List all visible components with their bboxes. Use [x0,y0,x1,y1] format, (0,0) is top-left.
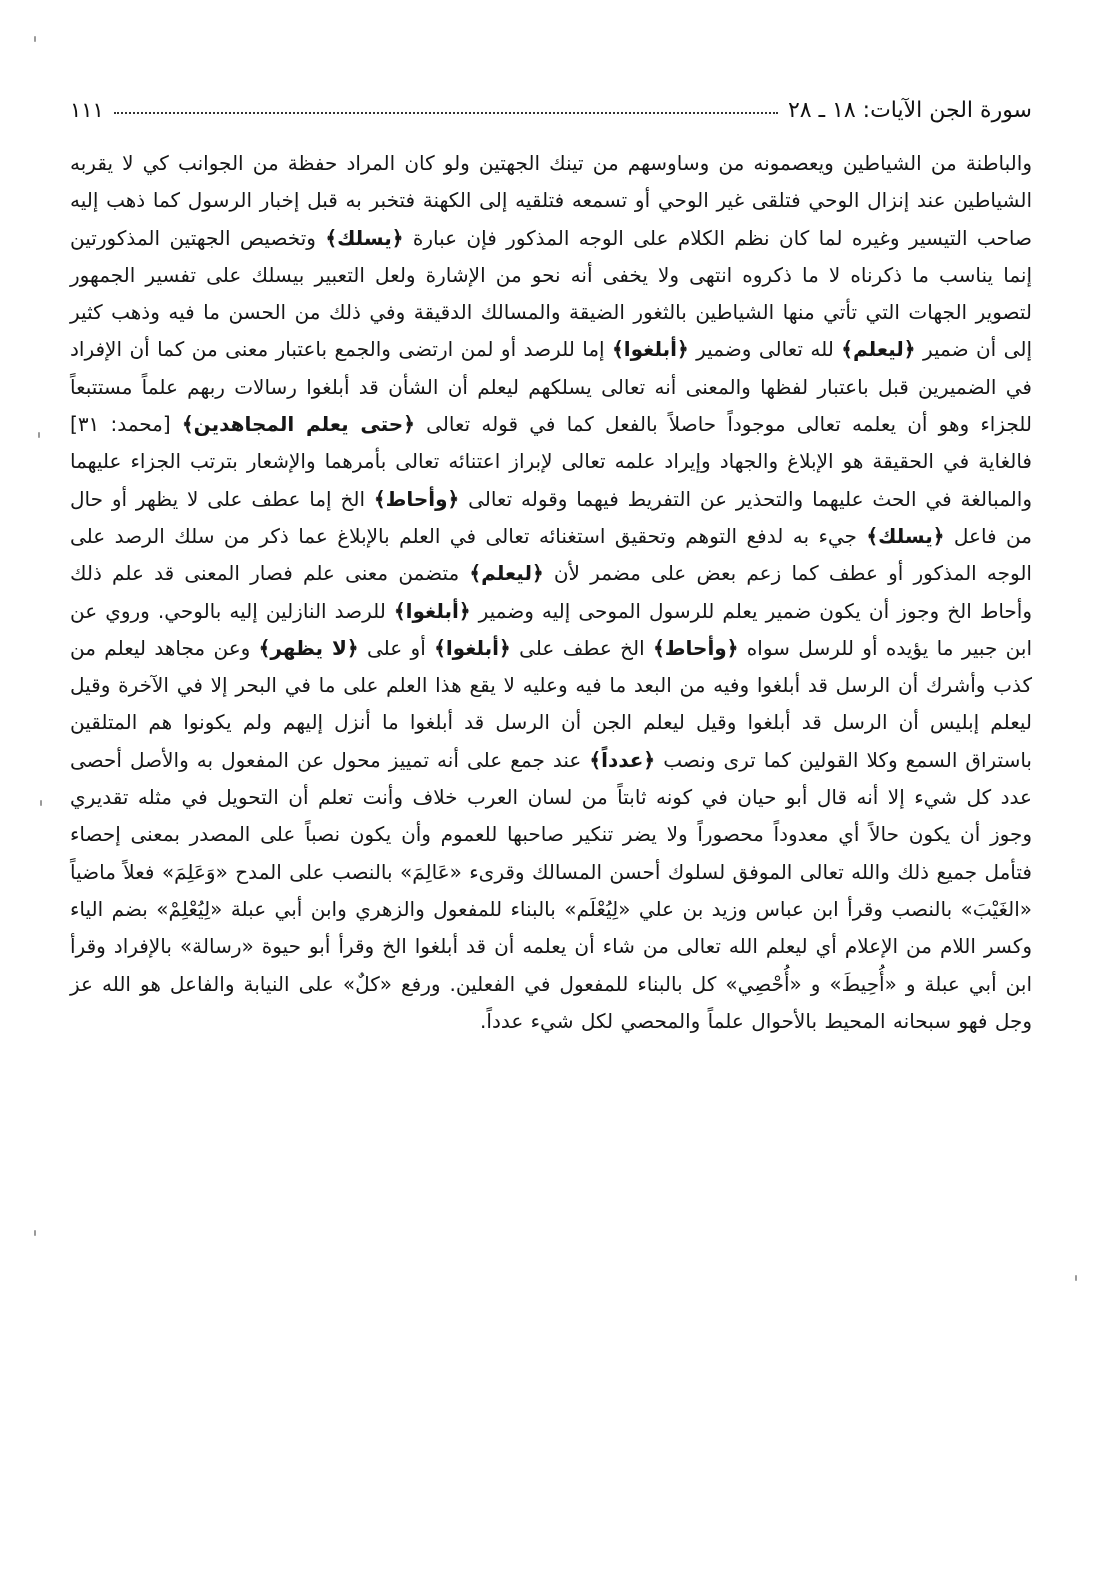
quran-quote: ﴿أبلغوا﴾ [393,598,471,623]
scan-mark [40,800,42,806]
body-text-segment: أو على [358,635,435,660]
quran-quote: ﴿ليعلم﴾ [469,561,544,586]
running-title: سورة الجن الآيات: ١٨ ـ ٢٨ [787,97,1032,123]
quran-quote: ﴿يسلك﴾ [325,225,404,250]
body-text-segment: إما للرصد أو لمن ارتضى والجمع باعتبار معنى من كما أن الإفراد في الضميرين قبل باعتبار لفظها والمعنى أنه تعالى يسلكهم ليعلم أن الشأن قد أبلغوا رسالات ربهم علماً مستتبعاً للجزاء وهو أن يعلمه تعالى موجوداً حاصلاً بالفعل كما في قوله تعالى [70,337,1032,437]
scan-mark [34,36,36,42]
body-text-segment: وعن مجاهد ليعلم من كذب وأشرك أن الرسل قد أبلغوا وفيه من البعد ما فيه وعليه لا يقع هذا العلم على ما في البحر إلا في الآخرة وقيل ليعلم إبليس أن الرسل قد أبلغوا وقيل ليعلم الجن أن الرسل قد أبلغوا ما أنزل إليهم ولم يكونوا هم المتلقين باستراق السمع وكلا القولين كما ترى ونصب [70,635,1032,772]
scan-mark [38,432,40,438]
body-text-segment: عند جمع على أنه تمييز محول عن المفعول به والأصل أحصى عدد كل شيء إلا أنه قال أبو حيان في كونه ثابتاً من لسان العرب خلاف وأنت تعلم أن التحويل في مثله تقديري وجوز أن يكون حالاً أي معدوداً محصوراً ولا يضر تنكير صاحبها للعموم وأن يكون نصباً على المصدر بمعنى إحصاء فتأمل جميع ذلك والله تعالى الموفق لسلوك أحسن المسالك وقرىء «عَالِمَ» بالنصب على المدح «وَعَلِمَ» فعلاً ماضياً «الغَيْبَ» بالنصب وقرأ ابن عباس وزيد بن علي «لِيُعْلَم» بالبناء للمفعول والزهري وابن أبي عبلة «لِيُعْلِمْ» بضم الياء وكسر اللام من الإعلام أي ليعلم الله تعالى من شاء أن يعلمه أن قد أبلغوا الخ وقرأ أبو حيوة «رسالة» بالإفراد وقرأ ابن أبي عبلة و «أُحِيطَ» و «أُحْصِي» كل بالبناء للمفعول في الفعلين. ورفع «كلٌ» على النيابة والفاعل هو الله عز وجل فهو سبحانه المحيط بالأحوال علماً والمحصي لكل شيء عدداً. [70,747,1032,1033]
dot-leader [114,98,778,114]
body-text [70,145,1032,1040]
scan-mark [34,1230,36,1236]
body-text-segment: الخ عطف على [510,635,654,660]
quran-quote: ﴿عدداً﴾ [589,747,656,772]
page-number: ١١١ [70,98,104,122]
quran-quote: ﴿لا يظهر﴾ [258,635,359,660]
body-text-segment: لله تعالى وضمير [688,337,842,362]
quran-quote: ﴿أبلغوا﴾ [612,337,689,362]
body-text-segment: جيء به لدفع التوهم وتحقيق استغنائه تعالى في العلم بالإبلاغ عما ذكر من سلك الرصد على الوجه المذكور أو عطف كما زعم بعض على مضمر لأن [70,523,1032,586]
scan-mark [1075,1275,1077,1281]
quran-quote: ﴿أبلغوا﴾ [434,635,511,660]
body-paragraph [70,145,1032,1040]
body-text-segment: للرصد النازلين إليه بالوحي. وروي عن ابن جبير ما يؤيده أو للرسل سواه [70,598,1033,660]
body-text-segment: متضمن معنى علم فصار المعنى قد علم ذلك وأحاط الخ وجوز أن يكون ضمير يعلم للرسول الموحى إليه وضمير [70,561,1032,623]
page-header [70,92,1032,128]
quran-quote: ﴿وأحاط﴾ [373,486,460,511]
body-text-segment: [محمد: ٣١] فالغاية في الحقيقة هو الإبلاغ والجهاد وإيراد علمه تعالى لإبراز اعتنائه تعالى بأمرهما والإشعار بترتب الجزاء عليهما والمبالغة في الحث عليهما والتحذير عن التفريط فيهما وقوله تعالى [70,412,1032,511]
quran-quote: ﴿يسلك﴾ [866,523,945,548]
quran-quote: ﴿وأحاط﴾ [653,635,739,660]
quran-quote: ﴿ليعلم﴾ [841,337,916,362]
quran-quote: ﴿حتى يعلم المجاهدين﴾ [181,412,415,437]
body-text-segment: الخ إما عطف على لا يظهر أو حال من فاعل [70,486,1032,548]
body-text-segment: والباطنة من الشياطين ويعصمونه من وساوسهم من تينك الجهتين ولو كان المراد حفظة من الجوانب كي لا يقربه الشياطين عند إنزال الوحي فتلقى غير الوحي أو تسمعه فتلقيه إلى الكهنة فتخبر به قبل إخبار الرسول كما ذهب إليه صاحب التيسير وغيره لما كان نظم الكلام على الوجه المذكور فإن عبارة [70,151,1032,250]
body-text-segment: وتخصيص الجهتين المذكورتين إنما يناسب ما ذكرناه لا ما ذكروه انتهى ولا يخفى أنه نحو من الإشارة ولعل التعبير بيسلك على تفسير الجمهور لتصوير الجهات التي تأتي منها الشياطين بالثغور الضيقة والمسالك الدقيقة وفي ذلك من الحسن ما فيه وذهب كثير إلى أن ضمير [70,225,1032,362]
